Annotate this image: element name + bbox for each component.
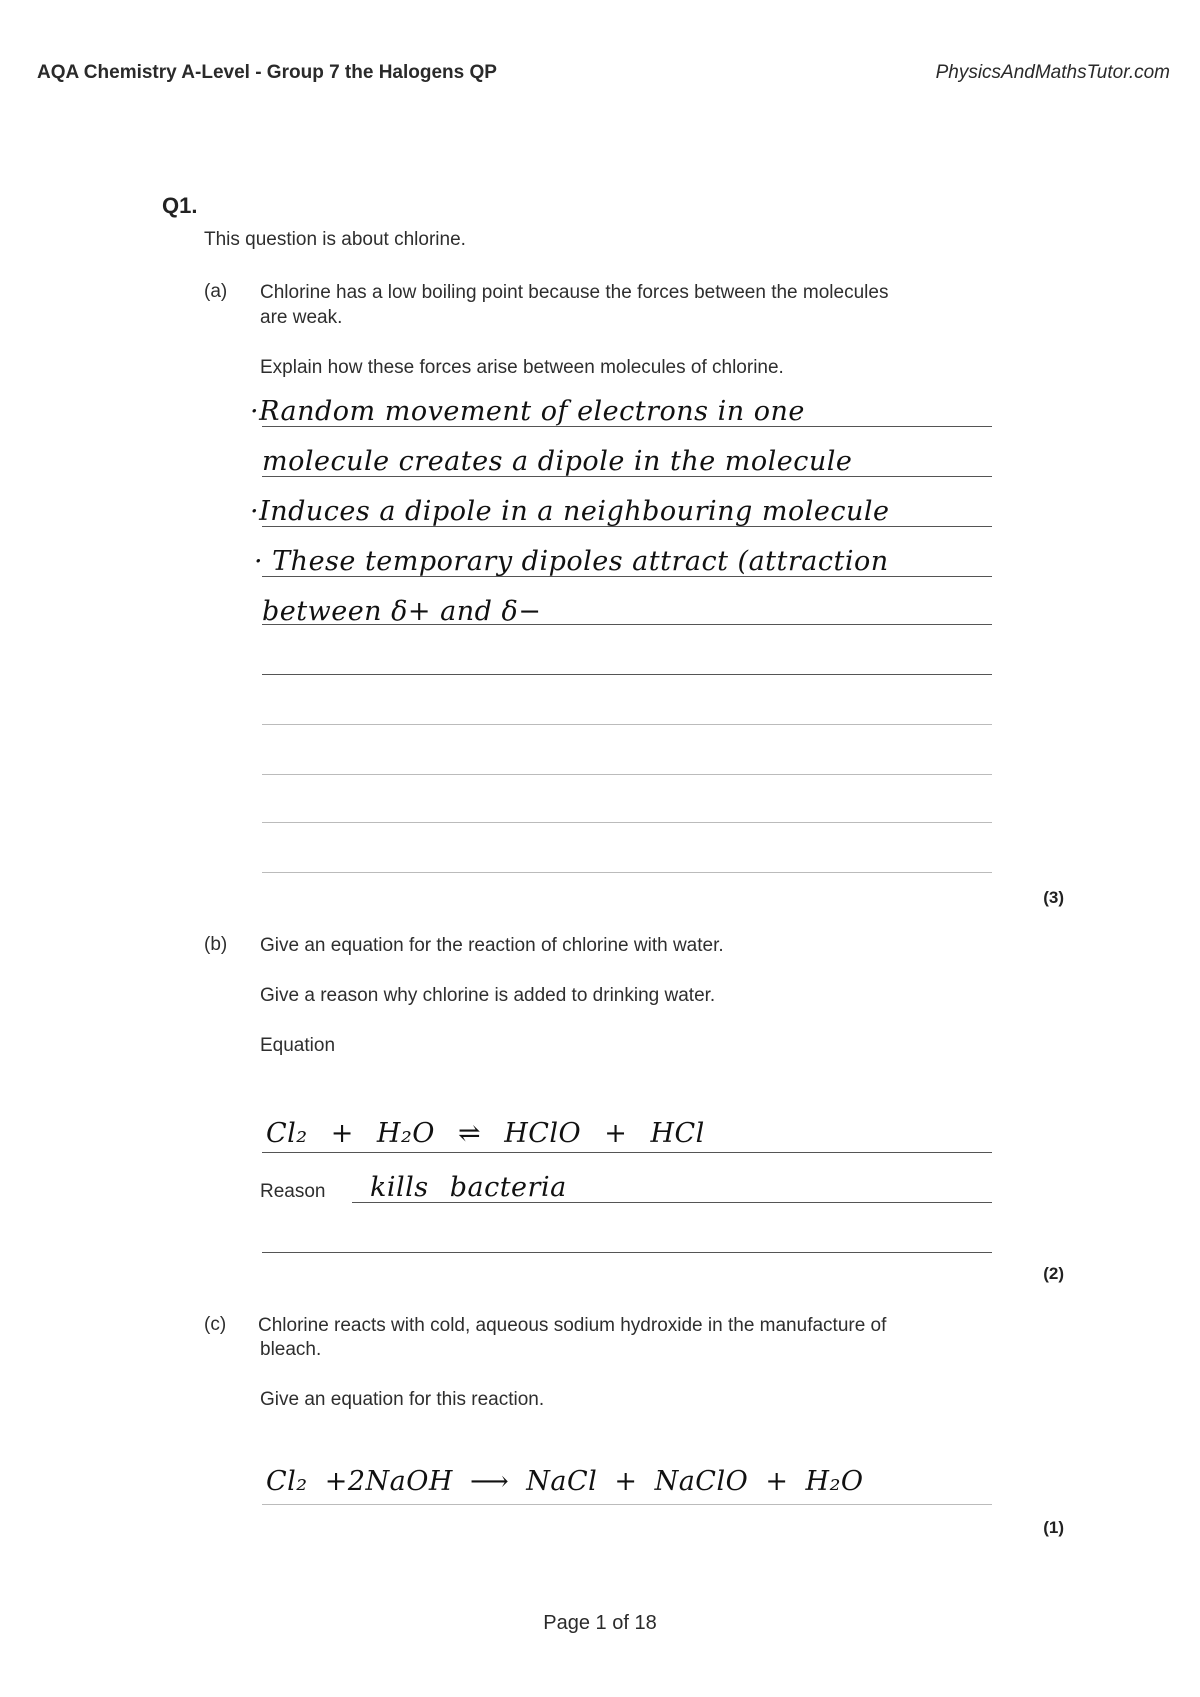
part-a-answer-line-1: ·Random movement of electrons in one	[250, 396, 805, 427]
answer-rule	[262, 674, 992, 675]
part-a-text-line2: are weak.	[260, 307, 343, 328]
answer-rule	[262, 526, 992, 527]
answer-rule	[262, 822, 992, 823]
part-c-text-line1: Chlorine reacts with cold, aqueous sodium hydroxide in the manufacture of	[258, 1315, 887, 1336]
answer-rule	[262, 872, 992, 873]
document-title: AQA Chemistry A-Level - Group 7 the Halogens QP	[37, 62, 497, 83]
question-number: Q1.	[162, 193, 198, 218]
part-a-answer-line-2: molecule creates a dipole in the molecule	[262, 446, 853, 477]
part-b-text: Give an equation for the reaction of chlorine with water.	[260, 935, 724, 956]
part-c-letter: (c)	[204, 1314, 227, 1335]
part-a-answer-line-4: · These temporary dipoles attract (attraction	[254, 546, 889, 577]
answer-rule	[262, 1504, 992, 1505]
part-b-equation-answer: Cl₂ + H₂O ⇌ HClO + HCl	[266, 1118, 705, 1149]
site-name: PhysicsAndMathsTutor.com	[935, 62, 1170, 83]
answer-rule	[262, 624, 992, 625]
answer-rule	[262, 774, 992, 775]
part-c-marks: (1)	[1043, 1518, 1064, 1537]
answer-rule	[262, 1252, 992, 1253]
answer-rule	[262, 1152, 992, 1153]
part-c-equation-answer: Cl₂ +2NaOH ⟶ NaCl + NaClO + H₂O	[266, 1466, 864, 1497]
part-b-reason-label: Reason	[260, 1181, 326, 1202]
part-a-marks: (3)	[1043, 888, 1064, 907]
answer-rule	[262, 426, 992, 427]
page-number: Page 1 of 18	[543, 1612, 657, 1634]
part-c-instruction: Give an equation for this reaction.	[260, 1389, 545, 1410]
part-a-letter: (a)	[204, 281, 228, 302]
part-b-equation-label: Equation	[260, 1035, 336, 1056]
answer-rule	[262, 724, 992, 725]
part-a-answer-line-5: between δ+ and δ−	[262, 596, 542, 627]
part-b-marks: (2)	[1043, 1264, 1064, 1283]
answer-rule	[262, 576, 992, 577]
answer-rule	[262, 476, 992, 477]
part-b-reason-answer: kills bacteria	[370, 1172, 567, 1203]
question-intro: This question is about chlorine.	[204, 229, 466, 250]
part-a-answer-line-3: ·Induces a dipole in a neighbouring molecule	[250, 496, 890, 527]
part-b-letter: (b)	[204, 934, 228, 955]
part-b-reason-prompt: Give a reason why chlorine is added to drinking water.	[260, 985, 716, 1006]
answer-rule	[352, 1202, 992, 1203]
part-a-text-line1: Chlorine has a low boiling point because the forces between the molecules	[260, 282, 889, 303]
part-a-instruction: Explain how these forces arise between molecules of chlorine.	[260, 357, 784, 378]
part-c-text-line2: bleach.	[260, 1339, 322, 1360]
